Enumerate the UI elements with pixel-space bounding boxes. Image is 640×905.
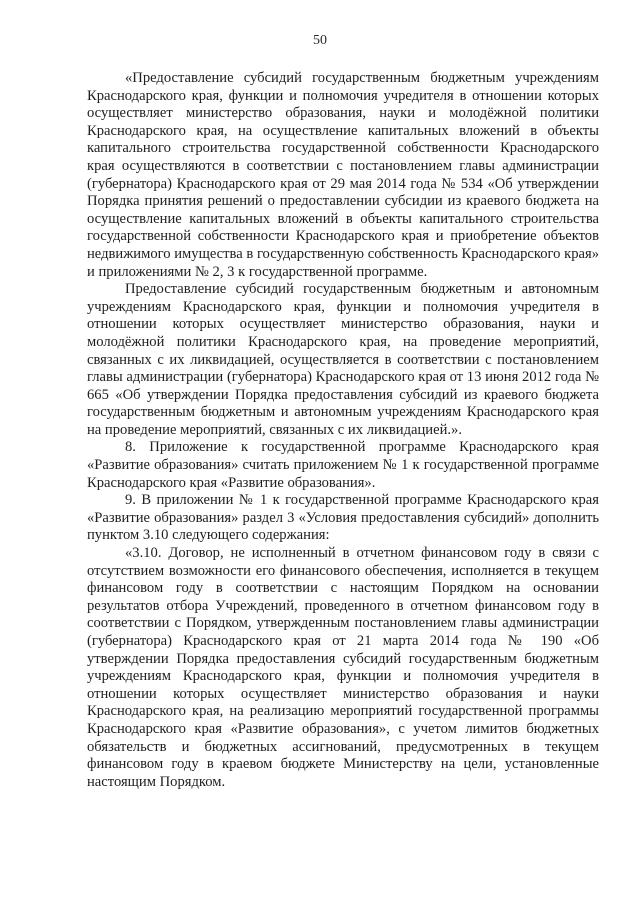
paragraph-subsidies-capital-investments: «Предоставление субсидий государственным бюджетным учреждениям Краснодарского края, функции и полномочия учредителя в отношении которых осуществляет министерство образования, науки и молодёжной политики Краснодарского края, на осуществление капитальных вложений в объекты капитального строительства государственной собственности Краснодарского края осуществляются в соответствии с постановлением главы администрации (губернатора) Краснодарского края от 29 мая 2014 года № 534 «Об утверждении Порядка принятия решений о предоставлении субсидии из краевого бюджета на осуществление капитальных вложений в объекты капитального строительства государственной собственности Краснодарского края и приобретение объектов недвижимого имущества в государственную собственность Краснодарского края» и приложениями № 2, 3 к государственной программе. <box>87 70 599 280</box>
page-number: 50 <box>313 33 327 48</box>
paragraph-item-9: 9. В приложении № 1 к государственной программе Краснодарского края «Развитие образования» раздел 3 «Условия предоставления субсидий» дополнить пунктом 3.10 следующего содержания: <box>87 492 599 544</box>
paragraph-clause-3-10: «3.10. Договор, не исполненный в отчетном финансовом году в связи с отсутствием возможности его финансового обеспечения, исполняется в текущем финансовом году в соответствии с настоящим Порядком на основании результатов отбора Учреждений, проведенного в отчетном финансовом году в соответствии с Порядком, утвержденным постановлением главы администрации (губернатора) Краснодарского края от 21 марта 2014 года № 190 «Об утверждении Порядка предоставления субсидий государственным бюджетным учреждениям Краснодарского края, функции и полномочия учредителя в отношении которых осуществляет министерство образования и науки Краснодарского края, на реализацию мероприятий государственной программы Краснодарского края «Развитие образования», с учетом лимитов бюджетных обязательств и бюджетных ассигнований, предусмотренных в текущем финансовом году в краевом бюджете Министерству на цели, установленные настоящим Порядком. <box>87 545 599 790</box>
paragraph-subsidies-liquidation: Предоставление субсидий государственным бюджетным и автономным учреждениям Краснодарского края, функции и полномочия учредителя в отношении которых осуществляет министерство образования, науки и молодёжной политики Краснодарского края, на проведение мероприятий, связанных с их ликвидацией, осуществляется в соответствии с постановлением главы администрации (губернатора) Краснодарского края от 13 июня 2012 года № 665 «Об утверждении Порядка предоставления субсидий из краевого бюджета государственным бюджетным и автономным учреждениям Краснодарского края на проведение мероприятий, связанных с их ликвидацией.». <box>87 281 599 438</box>
document-body <box>87 70 599 791</box>
paragraph-item-8: 8. Приложение к государственной программе Краснодарского края «Развитие образования» считать приложением № 1 к государственной программе Краснодарского края «Развитие образования». <box>87 439 599 491</box>
